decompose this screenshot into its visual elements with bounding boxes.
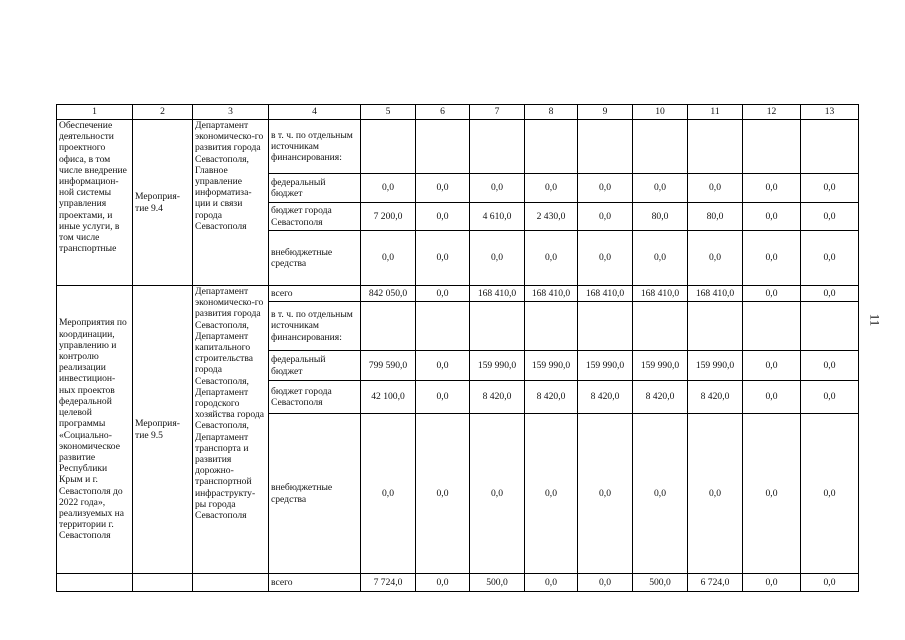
value-cell <box>578 302 633 351</box>
value-cell <box>688 120 743 174</box>
header-cell: 6 <box>416 105 470 120</box>
header-cell: 12 <box>743 105 801 120</box>
value-cell: 0,0 <box>801 574 859 592</box>
executor-9-4: Департамент экономическо-го развития города Севастополя, Главное управление информатиза-ции и связи города Севастополя <box>193 120 269 286</box>
header-row <box>57 105 859 120</box>
value-cell <box>578 120 633 174</box>
value-cell: 168 410,0 <box>470 286 525 302</box>
value-cell: 168 410,0 <box>525 286 578 302</box>
header-cell: 3 <box>193 105 269 120</box>
executor-next <box>193 574 269 592</box>
value-cell: 0,0 <box>578 574 633 592</box>
value-cell: 0,0 <box>743 203 801 231</box>
value-cell <box>470 120 525 174</box>
value-cell: 0,0 <box>578 414 633 574</box>
source-label: бюджет города Севастополя <box>269 381 361 414</box>
value-cell: 0,0 <box>416 351 470 381</box>
value-cell: 6 724,0 <box>688 574 743 592</box>
value-cell: 0,0 <box>361 414 416 574</box>
value-cell: 8 420,0 <box>633 381 688 414</box>
value-cell: 500,0 <box>633 574 688 592</box>
header-cell: 8 <box>525 105 578 120</box>
value-cell: 7 200,0 <box>361 203 416 231</box>
value-cell: 0,0 <box>688 231 743 286</box>
value-cell: 159 990,0 <box>633 351 688 381</box>
source-label: внебюджетные средства <box>269 231 361 286</box>
source-label: федеральный бюджет <box>269 351 361 381</box>
value-cell: 0,0 <box>801 203 859 231</box>
value-cell <box>525 302 578 351</box>
value-cell: 0,0 <box>801 414 859 574</box>
value-cell: 7 724,0 <box>361 574 416 592</box>
value-cell: 42 100,0 <box>361 381 416 414</box>
value-cell: 159 990,0 <box>470 351 525 381</box>
value-cell: 8 420,0 <box>470 381 525 414</box>
value-cell: 0,0 <box>801 351 859 381</box>
value-cell <box>743 120 801 174</box>
value-cell <box>801 302 859 351</box>
value-cell: 0,0 <box>470 231 525 286</box>
value-cell: 159 990,0 <box>525 351 578 381</box>
value-cell <box>525 120 578 174</box>
activity-9-5: Мероприятия по координации, управлению и контролю реализации инвестицион-ных проектов федеральной целевой программы «Социально-экономическое развитие Республики Крым и г. Севастополя до 2022 года», реализуемых на территории г. Севастополя <box>57 286 133 574</box>
value-cell <box>743 302 801 351</box>
value-cell: 0,0 <box>416 231 470 286</box>
value-cell: 0,0 <box>688 414 743 574</box>
source-label: внебюджетные средства <box>269 414 361 574</box>
source-label: бюджет города Севастополя <box>269 203 361 231</box>
value-cell: 0,0 <box>743 381 801 414</box>
value-cell <box>416 302 470 351</box>
value-cell: 0,0 <box>416 414 470 574</box>
executor-9-5: Департамент экономическо-го развития города Севастополя, Департамент капитального строительства города Севастополя, Департамент городского хозяйства города Севастополя, Департамент транспорта и развития дорожно-транспортной инфраструкту-ры города Севастополя <box>193 286 269 574</box>
value-cell: 8 420,0 <box>688 381 743 414</box>
value-cell <box>633 302 688 351</box>
code-9-5: Мероприя-тие 9.5 <box>133 286 193 574</box>
value-cell: 0,0 <box>578 174 633 203</box>
value-cell: 0,0 <box>416 574 470 592</box>
value-cell: 842 050,0 <box>361 286 416 302</box>
value-cell: 0,0 <box>633 174 688 203</box>
value-cell: 0,0 <box>361 231 416 286</box>
value-cell: 500,0 <box>470 574 525 592</box>
value-cell: 0,0 <box>743 174 801 203</box>
value-cell: 0,0 <box>416 381 470 414</box>
value-cell: 0,0 <box>525 174 578 203</box>
value-cell <box>361 302 416 351</box>
value-cell <box>688 302 743 351</box>
header-cell: 9 <box>578 105 633 120</box>
value-cell: 0,0 <box>578 231 633 286</box>
value-cell: 0,0 <box>801 231 859 286</box>
value-cell: 0,0 <box>688 174 743 203</box>
table-row <box>57 120 859 174</box>
value-cell: 0,0 <box>416 286 470 302</box>
header-cell: 1 <box>57 105 133 120</box>
value-cell <box>633 120 688 174</box>
header-cell: 10 <box>633 105 688 120</box>
value-cell: 159 990,0 <box>688 351 743 381</box>
page-number: 11 <box>867 313 883 327</box>
value-cell: 0,0 <box>801 174 859 203</box>
source-label: федеральный бюджет <box>269 174 361 203</box>
value-cell: 0,0 <box>633 231 688 286</box>
value-cell <box>416 120 470 174</box>
table-row <box>57 286 859 302</box>
value-cell: 799 590,0 <box>361 351 416 381</box>
source-label: всего <box>269 286 361 302</box>
value-cell <box>801 120 859 174</box>
value-cell: 8 420,0 <box>578 381 633 414</box>
value-cell <box>470 302 525 351</box>
value-cell: 0,0 <box>525 574 578 592</box>
activity-next <box>57 574 133 592</box>
value-cell: 0,0 <box>743 351 801 381</box>
value-cell: 0,0 <box>470 414 525 574</box>
value-cell: 0,0 <box>416 203 470 231</box>
value-cell: 0,0 <box>801 381 859 414</box>
value-cell: 0,0 <box>801 286 859 302</box>
value-cell: 0,0 <box>743 574 801 592</box>
header-cell: 5 <box>361 105 416 120</box>
value-cell: 168 410,0 <box>633 286 688 302</box>
value-cell: 0,0 <box>416 174 470 203</box>
value-cell: 4 610,0 <box>470 203 525 231</box>
value-cell: 168 410,0 <box>688 286 743 302</box>
header-cell: 11 <box>688 105 743 120</box>
value-cell: 8 420,0 <box>525 381 578 414</box>
value-cell: 80,0 <box>688 203 743 231</box>
header-cell: 7 <box>470 105 525 120</box>
value-cell: 0,0 <box>743 231 801 286</box>
source-label: в т. ч. по отдельным источникам финансирования: <box>269 302 361 351</box>
value-cell: 2 430,0 <box>525 203 578 231</box>
table-row <box>57 574 859 592</box>
value-cell: 80,0 <box>633 203 688 231</box>
value-cell: 0,0 <box>470 174 525 203</box>
value-cell: 0,0 <box>525 231 578 286</box>
code-9-4: Мероприя-тие 9.4 <box>133 120 193 286</box>
value-cell: 0,0 <box>743 414 801 574</box>
value-cell: 159 990,0 <box>578 351 633 381</box>
value-cell: 0,0 <box>633 414 688 574</box>
code-next <box>133 574 193 592</box>
source-label: в т. ч. по отдельным источникам финансирования: <box>269 120 361 174</box>
financing-table <box>56 104 859 592</box>
value-cell: 168 410,0 <box>578 286 633 302</box>
value-cell: 0,0 <box>743 286 801 302</box>
activity-9-4: Обеспечение деятельности проектного офиса, в том числе внедрение информацион-ной системы управления проектами, и иные услуги, в том числе транспортные <box>57 120 133 286</box>
header-cell: 2 <box>133 105 193 120</box>
header-cell: 4 <box>269 105 361 120</box>
value-cell: 0,0 <box>361 174 416 203</box>
value-cell: 0,0 <box>578 203 633 231</box>
source-label: всего <box>269 574 361 592</box>
value-cell: 0,0 <box>525 414 578 574</box>
header-cell: 13 <box>801 105 859 120</box>
value-cell <box>361 120 416 174</box>
